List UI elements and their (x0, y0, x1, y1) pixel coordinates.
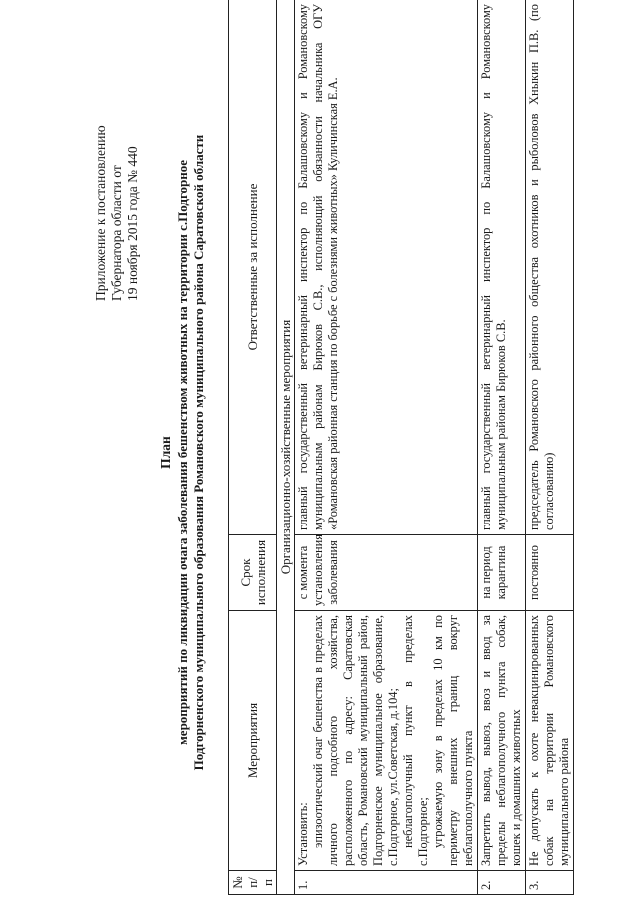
table-header-row (229, 0, 277, 895)
table-row (478, 0, 526, 895)
activity-paragraph: угрожаемую зону в пределах 10 км по периметру внешних границ вокруг неблагополучного пункта (431, 615, 475, 866)
row-responsible: главный государственный ветеринарный инспектор по Балашовскому и Романовскому муниципальным районам Бирюков С.В. (478, 0, 526, 535)
row-term: постоянно (526, 535, 574, 611)
appendix-line-2: Губернатора области от (109, 165, 124, 301)
header-num: № п/п (229, 871, 277, 895)
row-term: на период карантина (478, 535, 526, 611)
activity-intro: Установить: (296, 802, 310, 866)
appendix-note (93, 71, 141, 301)
appendix-line-3: 19 ноября 2015 года № 440 (125, 146, 140, 301)
appendix-line-1: Приложение к постановлению (93, 125, 108, 301)
document-title (158, 20, 207, 885)
row-term: с момента установления заболевания (295, 535, 478, 611)
section-title: Организационно-хозяйственные мероприятия (277, 0, 295, 895)
table-row (295, 0, 478, 895)
title-line-2: Подгорненского муниципального образования Романовского муниципального района Саратовской области (191, 134, 206, 771)
section-row (277, 0, 295, 895)
activity-paragraph: неблагополучный пункт в пределах с.Подгорное; (401, 615, 430, 866)
title-line-1: мероприятий по ликвидации очага заболевания бешенством животных на территории с.Подгорное (175, 159, 190, 746)
header-term: Срок исполнения (229, 535, 277, 611)
row-activity (295, 611, 478, 871)
plan-table (228, 0, 574, 895)
row-activity: Запретить вывод, вывоз, ввоз и ввод за пределы неблагополучного пункта собак, кошек и домашних животных (478, 611, 526, 871)
header-activity: Мероприятия (229, 611, 277, 871)
header-responsible: Ответственные за исполнение (229, 0, 277, 535)
row-num: 1. (295, 871, 478, 895)
plan-heading: План (158, 436, 173, 469)
table-row (526, 0, 574, 895)
row-num: 3. (526, 871, 574, 895)
row-num: 2. (478, 871, 526, 895)
row-responsible: председатель Романовского районного общества охотников и рыболовов Хныкин П.В. (по согласованию) (526, 0, 574, 535)
row-activity: Не допускать к охоте невакцинированных собак на территории Романовского муниципального района (526, 611, 574, 871)
row-responsible: главный государственный ветеринарный инспектор по Балашовскому и Романовскому муниципальным районам Бирюков С.В., исполняющий обязанности начальника ОГУ «Романовская районная станция по борьбе с болезнями животных» Куличинская Е.А. (295, 0, 478, 535)
activity-paragraph: эпизоотический очаг бешенства в пределах личного подсобного хозяйства, расположенного по адресу: Саратовская область, Романовский муниципальный район, Подгорненское муниципальное образование, с.Подгорное, ул.Советская, д.104; (311, 615, 400, 866)
